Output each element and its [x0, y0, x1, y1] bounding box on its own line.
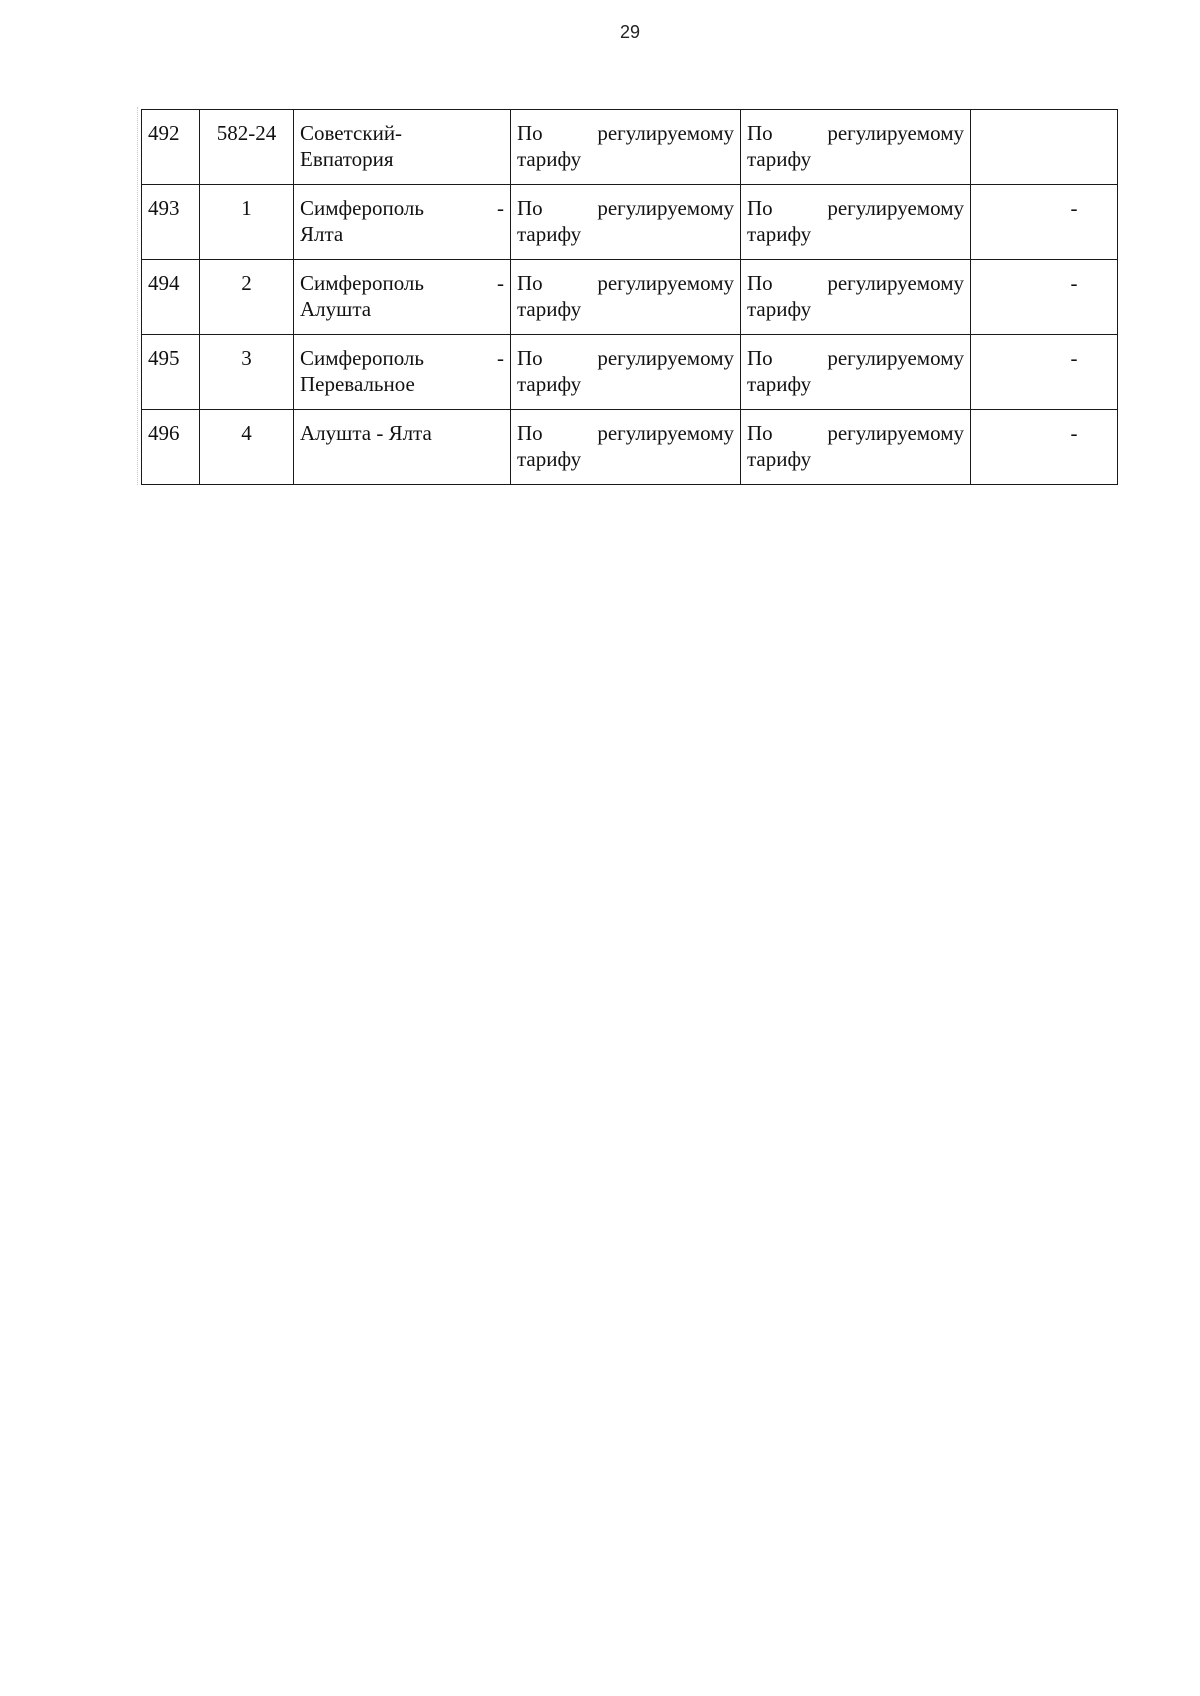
tariff-cell-1	[511, 335, 741, 410]
route-name-line	[300, 420, 504, 446]
route-name-cell	[294, 185, 511, 260]
tariff-word: тарифу	[747, 297, 812, 321]
route-name-line	[300, 345, 504, 371]
tariff-word: тарифу	[747, 372, 812, 396]
route-number: 1	[241, 196, 252, 220]
tariff-word: тарифу	[747, 222, 812, 246]
route-number-cell	[200, 410, 294, 485]
row-number-cell	[142, 110, 200, 185]
route-number-cell	[200, 260, 294, 335]
row-number: 495	[148, 346, 180, 370]
tariff-word: тарифу	[517, 372, 582, 396]
tariff-word: тарифу	[517, 147, 582, 171]
extra-cell	[971, 335, 1118, 410]
row-number-cell	[142, 185, 200, 260]
table-row	[142, 410, 1118, 485]
tariff-word: По	[747, 271, 773, 295]
table-row	[142, 260, 1118, 335]
tariff-word: тарифу	[517, 222, 582, 246]
route-name-cell	[294, 335, 511, 410]
tariff-cell-1	[511, 410, 741, 485]
route-name-cell	[294, 410, 511, 485]
tariff-cell-1	[511, 185, 741, 260]
route-name-separator: -	[497, 271, 504, 295]
tariff-word: тарифу	[747, 447, 812, 471]
route-number: 2	[241, 271, 252, 295]
tariff-line	[747, 345, 964, 371]
tariff-word: По	[517, 271, 543, 295]
tariff-word: регулируемому	[597, 196, 734, 220]
route-name-start: Советский-	[300, 121, 403, 145]
row-number: 492	[148, 121, 180, 145]
tariff-line	[747, 420, 964, 446]
tariff-word: регулируемому	[597, 121, 734, 145]
tariff-line	[517, 345, 734, 371]
table-row	[142, 185, 1118, 260]
tariff-word: По	[517, 421, 543, 445]
route-name-separator: -	[497, 196, 504, 220]
route-name-cell	[294, 260, 511, 335]
row-number-cell	[142, 335, 200, 410]
tariff-word: По	[517, 196, 543, 220]
route-name-end: Алушта	[300, 297, 372, 321]
route-number-cell	[200, 185, 294, 260]
route-name-end: Перевальное	[300, 372, 415, 396]
row-number-cell	[142, 260, 200, 335]
route-name-start: Симферополь	[300, 271, 424, 295]
row-number: 494	[148, 271, 180, 295]
extra-value: -	[1070, 346, 1078, 370]
route-name-line	[300, 270, 504, 296]
row-number: 493	[148, 196, 180, 220]
routes-table-body	[142, 110, 1118, 485]
tariff-cell-2	[741, 410, 971, 485]
route-number-cell	[200, 110, 294, 185]
extra-value: -	[1070, 196, 1078, 220]
tariff-cell-2	[741, 335, 971, 410]
tariff-cell-1	[511, 260, 741, 335]
tariff-line	[517, 195, 734, 221]
table-row	[142, 110, 1118, 185]
tariff-line	[517, 270, 734, 296]
route-number-cell	[200, 335, 294, 410]
tariff-word: регулируемому	[827, 121, 964, 145]
tariff-word: По	[747, 421, 773, 445]
tariff-word: тарифу	[517, 297, 582, 321]
tariff-word: регулируемому	[597, 346, 734, 370]
route-number: 582-24	[216, 121, 277, 145]
tariff-line	[747, 120, 964, 146]
route-name-start: Алушта - Ялта	[300, 421, 432, 445]
route-name-separator: -	[497, 346, 504, 370]
tariff-word: тарифу	[517, 447, 582, 471]
tariff-cell-2	[741, 260, 971, 335]
scan-margin-line	[137, 107, 140, 485]
extra-cell	[971, 110, 1118, 185]
extra-cell	[971, 185, 1118, 260]
route-name-start: Симферополь	[300, 346, 424, 370]
tariff-word: регулируемому	[827, 196, 964, 220]
row-number: 496	[148, 421, 180, 445]
extra-cell	[971, 260, 1118, 335]
extra-cell	[971, 410, 1118, 485]
route-name-line	[300, 195, 504, 221]
route-number: 3	[241, 346, 252, 370]
route-name-end: Евпатория	[300, 147, 394, 171]
tariff-cell-2	[741, 110, 971, 185]
tariff-line	[517, 420, 734, 446]
tariff-word: регулируемому	[597, 271, 734, 295]
route-number: 4	[241, 421, 252, 445]
tariff-line	[747, 195, 964, 221]
extra-value: -	[1070, 271, 1078, 295]
tariff-word: регулируемому	[597, 421, 734, 445]
tariff-cell-1	[511, 110, 741, 185]
route-name-end: Ялта	[300, 222, 344, 246]
tariff-word: По	[517, 121, 543, 145]
route-name-line	[300, 120, 504, 146]
tariff-word: По	[747, 346, 773, 370]
tariff-word: По	[747, 121, 773, 145]
tariff-word: регулируемому	[827, 346, 964, 370]
route-name-start: Симферополь	[300, 196, 424, 220]
route-name-cell	[294, 110, 511, 185]
routes-table	[141, 109, 1118, 485]
tariff-line	[747, 270, 964, 296]
tariff-word: По	[517, 346, 543, 370]
extra-value: -	[1070, 421, 1078, 445]
tariff-line	[517, 120, 734, 146]
page-number: 29	[619, 22, 641, 42]
tariff-cell-2	[741, 185, 971, 260]
tariff-word: регулируемому	[827, 271, 964, 295]
table-row	[142, 335, 1118, 410]
tariff-word: регулируемому	[827, 421, 964, 445]
tariff-word: По	[747, 196, 773, 220]
row-number-cell	[142, 410, 200, 485]
tariff-word: тарифу	[747, 147, 812, 171]
